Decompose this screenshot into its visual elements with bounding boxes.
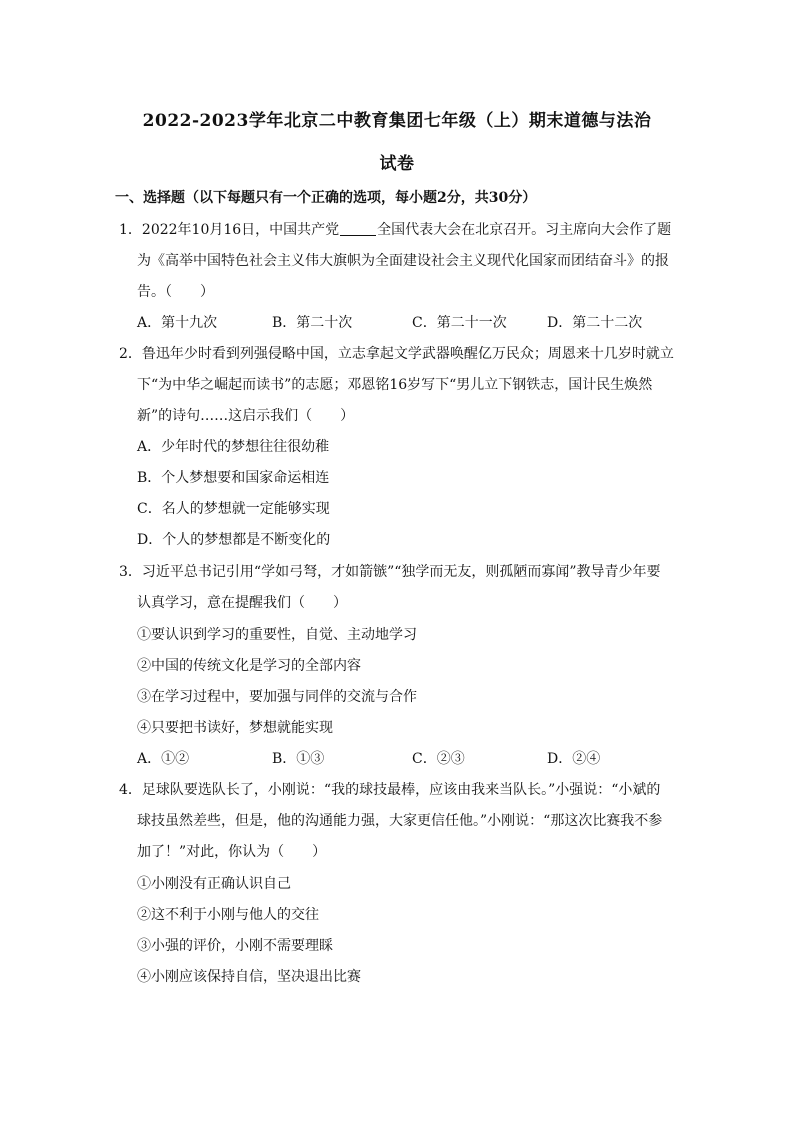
q2-option-c: C．名人的梦想就一定能够实现 [137, 501, 330, 517]
q1-option-a: A．第十九次 [137, 315, 218, 331]
q3-statement-2: ②中国的传统文化是学习的全部内容 [137, 658, 361, 674]
question-2-line-3: 新”的诗句……这启示我们（ ） [137, 408, 355, 424]
q3-option-b: B．①③ [272, 751, 325, 767]
q2-option-d: D．个人的梦想都是不断变化的 [137, 532, 331, 548]
question-1-line-1 [119, 219, 671, 239]
question-4-line-3: 加了！”对此，你认为（ ） [137, 844, 327, 860]
exam-title: 2022-2023学年北京二中教育集团七年级（上）期末道德与法治 [142, 111, 652, 131]
question-4-line-1: 4．足球队要选队长了，小刚说：“我的球技最棒，应该由我来当队长。”小强说：“小斌的 [119, 782, 661, 798]
q4-statement-1: ①小刚没有正确认识自己 [137, 876, 291, 892]
question-2-line-2: 下“为中华之崛起而读书”的志愿；邓恩铭16岁写下“男儿立下钢铁志，国计民生焕然 [137, 377, 653, 393]
q3-statement-4: ④只要把书读好，梦想就能实现 [137, 720, 333, 736]
question-1-text-cont: 全国代表大会在北京召开。习主席向大会作了题 [377, 222, 672, 238]
q1-option-c: C．第二十一次 [412, 315, 507, 331]
section-heading: 一、选择题（以下每题只有一个正确的选项，每小题2分，共30分） [115, 190, 537, 206]
question-1-line-2: 为《高举中国特色社会主义伟大旗帜为全面建设社会主义现代化国家而团结奋斗》的报 [137, 253, 669, 269]
q1-option-d: D．第二十二次 [547, 315, 643, 331]
question-1-text: 1．2022年10月16日，中国共产党 [119, 222, 340, 238]
q3-option-d: D．②④ [547, 751, 601, 767]
q3-statement-1: ①要认识到学习的重要性，自觉、主动地学习 [137, 627, 417, 643]
q2-option-a: A．少年时代的梦想往往很幼稚 [137, 439, 330, 455]
question-1-line-3: 告。（ ） [137, 284, 214, 300]
fill-blank [340, 235, 376, 236]
q4-statement-2: ②这不利于小刚与他人的交往 [137, 907, 319, 923]
question-3-line-1: 3．习近平总书记引用“学如弓弩，才如箭镞”“独学而无友，则孤陋而寡闻”教导青少年要 [119, 564, 661, 580]
q4-statement-3: ③小强的评价，小刚不需要理睬 [137, 938, 333, 954]
q3-option-a: A．①② [137, 751, 190, 767]
question-2-line-1: 2．鲁迅年少时看到列强侵略中国，立志拿起文学武器唤醒亿万民众；周恩来十几岁时就立 [119, 346, 674, 362]
q1-option-b: B．第二十次 [272, 315, 353, 331]
q3-statement-3: ③在学习过程中，要加强与同伴的交流与合作 [137, 689, 417, 705]
exam-title-continued: 试卷 [379, 154, 415, 174]
q4-statement-4: ④小刚应该保持自信，坚决退出比赛 [137, 969, 361, 985]
question-4-line-2: 球技虽然差些，但是，他的沟通能力强，大家更信任他。”小刚说：“那这次比赛我不参 [137, 813, 663, 829]
q2-option-b: B．个人梦想要和国家命运相连 [137, 470, 330, 486]
q3-option-c: C．②③ [412, 751, 465, 767]
question-3-line-2: 认真学习，意在提醒我们（ ） [137, 595, 347, 611]
